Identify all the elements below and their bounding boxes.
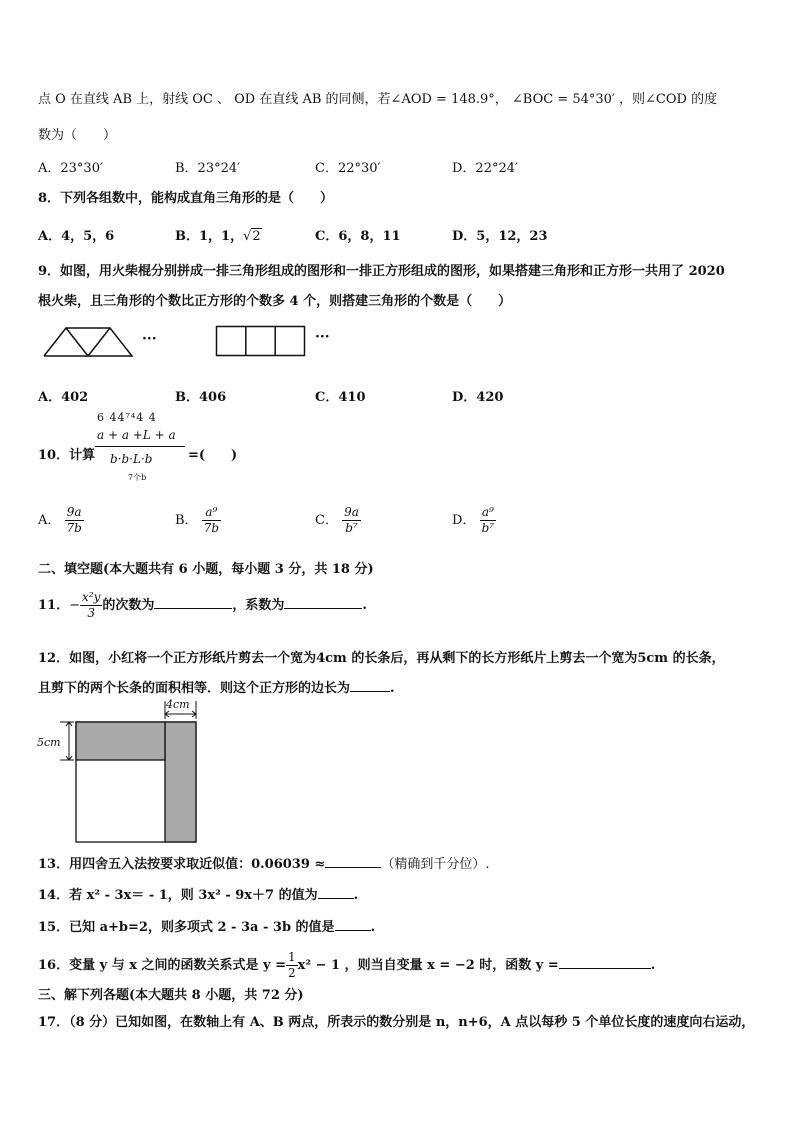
q9-option-d: D．420: [452, 390, 504, 405]
fraction-denominator: 3: [87, 606, 95, 620]
q12-label-4cm: 4cm: [166, 698, 190, 711]
q7-line1: 点 O 在直线 AB 上，射线 OC 、 OD 在直线 AB 的同侧，若∠AOD = 148.9°， ∠BOC = 54°30′ ，则∠COD 的度: [38, 92, 718, 107]
q11-text1: 的次数为: [102, 598, 155, 613]
q10-option-c: [315, 505, 361, 536]
q9-option-b: B．406: [175, 390, 227, 405]
fraction-denominator: 7b: [203, 521, 220, 535]
q7-option-d: D．22°24′: [452, 161, 518, 176]
q7-line2: 数为（ ）: [38, 128, 117, 143]
q8-option-c: C．6，8，11: [315, 229, 401, 244]
q9-option-a: A．402: [38, 390, 89, 405]
q13-text: 13．用四舍五入法按要求取近似值：0.06039 ≈: [38, 857, 326, 872]
sqrt-symbol: √: [243, 229, 252, 244]
q10-numerator: a + a +L + a: [97, 428, 176, 442]
q10-underbrace-text: 7个b: [128, 473, 147, 482]
q11-fraction: [80, 590, 102, 621]
q10-option-a: [38, 505, 84, 536]
q11-text2: ，系数为: [232, 598, 285, 613]
q10-option-c-letter: C．: [315, 513, 338, 528]
q8-option-b-text: B．1，1，: [175, 229, 244, 244]
q7-option-a: A．23°30′: [38, 161, 103, 176]
q12-line2: [38, 677, 395, 696]
q13: [38, 853, 489, 872]
triangle-matchstick-figure: [42, 326, 137, 358]
q10-option-b-fraction: [202, 505, 221, 536]
q15-text: 15．已知 a+b=2，则多项式 2 - 3a - 3b 的值是: [38, 920, 335, 935]
q17: 17．（8 分）已知如图，在数轴上有 A、B 两点，所表示的数分别是 n，n+6，A 点以每秒 5 个单位长度的速度向右运动，: [38, 1015, 755, 1030]
fraction-numerator: x²y: [82, 590, 101, 604]
q11-coefficient-blank[interactable]: [284, 595, 362, 609]
q13-tail: （精确到千分位）.: [381, 857, 490, 872]
q12-line1: 12．如图，小红将一个正方形纸片剪去一个宽为4cm 的长条后，再从剩下的长方形纸片上剪去一个宽为5cm 的长条，: [38, 651, 725, 666]
q7-option-c: C．22°30′: [315, 161, 381, 176]
fraction-numerator: a⁹: [480, 505, 497, 521]
q11-number: 11．: [38, 598, 70, 613]
q12-square-diagram: [34, 697, 204, 847]
triangle-ellipsis: ···: [142, 331, 157, 347]
section-3-heading: 三、解下列各题(本大题共 8 小题，共 72 分): [38, 988, 304, 1003]
q16: [38, 950, 655, 981]
q13-answer-blank[interactable]: [325, 854, 381, 868]
q10-denominator: b·b·L·b: [110, 452, 153, 466]
square-ellipsis: ···: [315, 329, 330, 345]
square-matchstick-figure: [215, 325, 307, 357]
q14-text: 14．若 x² - 3x＝ - 1，则 3x² - 9x＋7 的值为: [38, 888, 318, 903]
q12-label-5cm: 5cm: [37, 736, 61, 749]
fraction-denominator: b⁷: [481, 521, 495, 535]
q15-end: .: [370, 920, 376, 935]
fraction-denominator: b⁷: [345, 521, 358, 535]
q9-line2: 根火柴，且三角形的个数比正方形的个数多 4 个，则搭建三角形的个数是（ ）: [38, 294, 512, 309]
q8-stem: 8．下列各组数中，能构成直角三角形的是（ ）: [38, 191, 334, 206]
q11-end: .: [362, 598, 367, 613]
q10-option-a-fraction: [65, 505, 84, 536]
q16-end: .: [650, 958, 656, 973]
q10-option-d-fraction: [480, 505, 497, 536]
q8-option-d: D．5，12，23: [452, 229, 548, 244]
q16-pre: 16．变量 y 与 x 之间的函数关系式是 y =: [38, 958, 286, 973]
q8-option-b: [175, 225, 262, 244]
q12-line2-text: 且剪下的两个长条的面积相等．则这个正方形的边长为: [38, 681, 351, 696]
fraction-numerator: a⁹: [202, 505, 221, 521]
q9-line1: 9．如图，用火柴棍分别拼成一排三角形组成的图形和一排正方形组成的图形，如果搭建三角形和正方形一共用了 2020: [38, 264, 725, 279]
q8-option-a: A．4，5，6: [38, 229, 115, 244]
fraction-numerator: 1: [288, 950, 296, 964]
fraction-denominator: 2: [288, 966, 296, 980]
q10-option-b-letter: B．: [175, 513, 198, 528]
q11-degree-blank[interactable]: [154, 595, 232, 609]
q16-mid: x² − 1 ，则当自变量 x = −2 时，函数 y =: [297, 958, 559, 973]
q10-option-d-letter: D．: [452, 513, 476, 528]
q10-option-d: [452, 505, 496, 536]
q14-end: .: [353, 888, 359, 903]
q15: [38, 916, 375, 935]
q10-tail: =( ): [188, 448, 238, 463]
fraction-numerator: 9a: [344, 505, 359, 519]
q10-option-c-fraction: [342, 505, 361, 536]
q10-label: 10．计算: [38, 448, 96, 463]
q16-half-fraction: [286, 950, 298, 981]
q14: [38, 884, 358, 903]
q11: [38, 590, 367, 621]
fraction-denominator: 7b: [66, 521, 82, 535]
q14-answer-blank[interactable]: [318, 885, 354, 899]
q15-answer-blank[interactable]: [335, 917, 371, 931]
q10-overbrace-text: 6 44⁷⁴4 4: [97, 411, 157, 424]
sqrt-radicand: 2: [252, 229, 261, 244]
fraction-numerator: 9a: [65, 505, 84, 521]
q11-minus: −: [69, 598, 80, 613]
q9-option-c: C．410: [315, 390, 366, 405]
section-2-heading: 二、填空题(本大题共有 6 小题，每小题 3 分，共 18 分): [38, 562, 374, 577]
q10-option-a-letter: A．: [38, 513, 61, 528]
q10-option-b: [175, 505, 221, 536]
q12-answer-blank[interactable]: [350, 678, 390, 692]
q16-answer-blank[interactable]: [559, 955, 651, 969]
q10-fraction-bar: [95, 446, 185, 447]
q12-end: .: [390, 681, 395, 696]
q7-option-b: B．23°24′: [175, 161, 241, 176]
